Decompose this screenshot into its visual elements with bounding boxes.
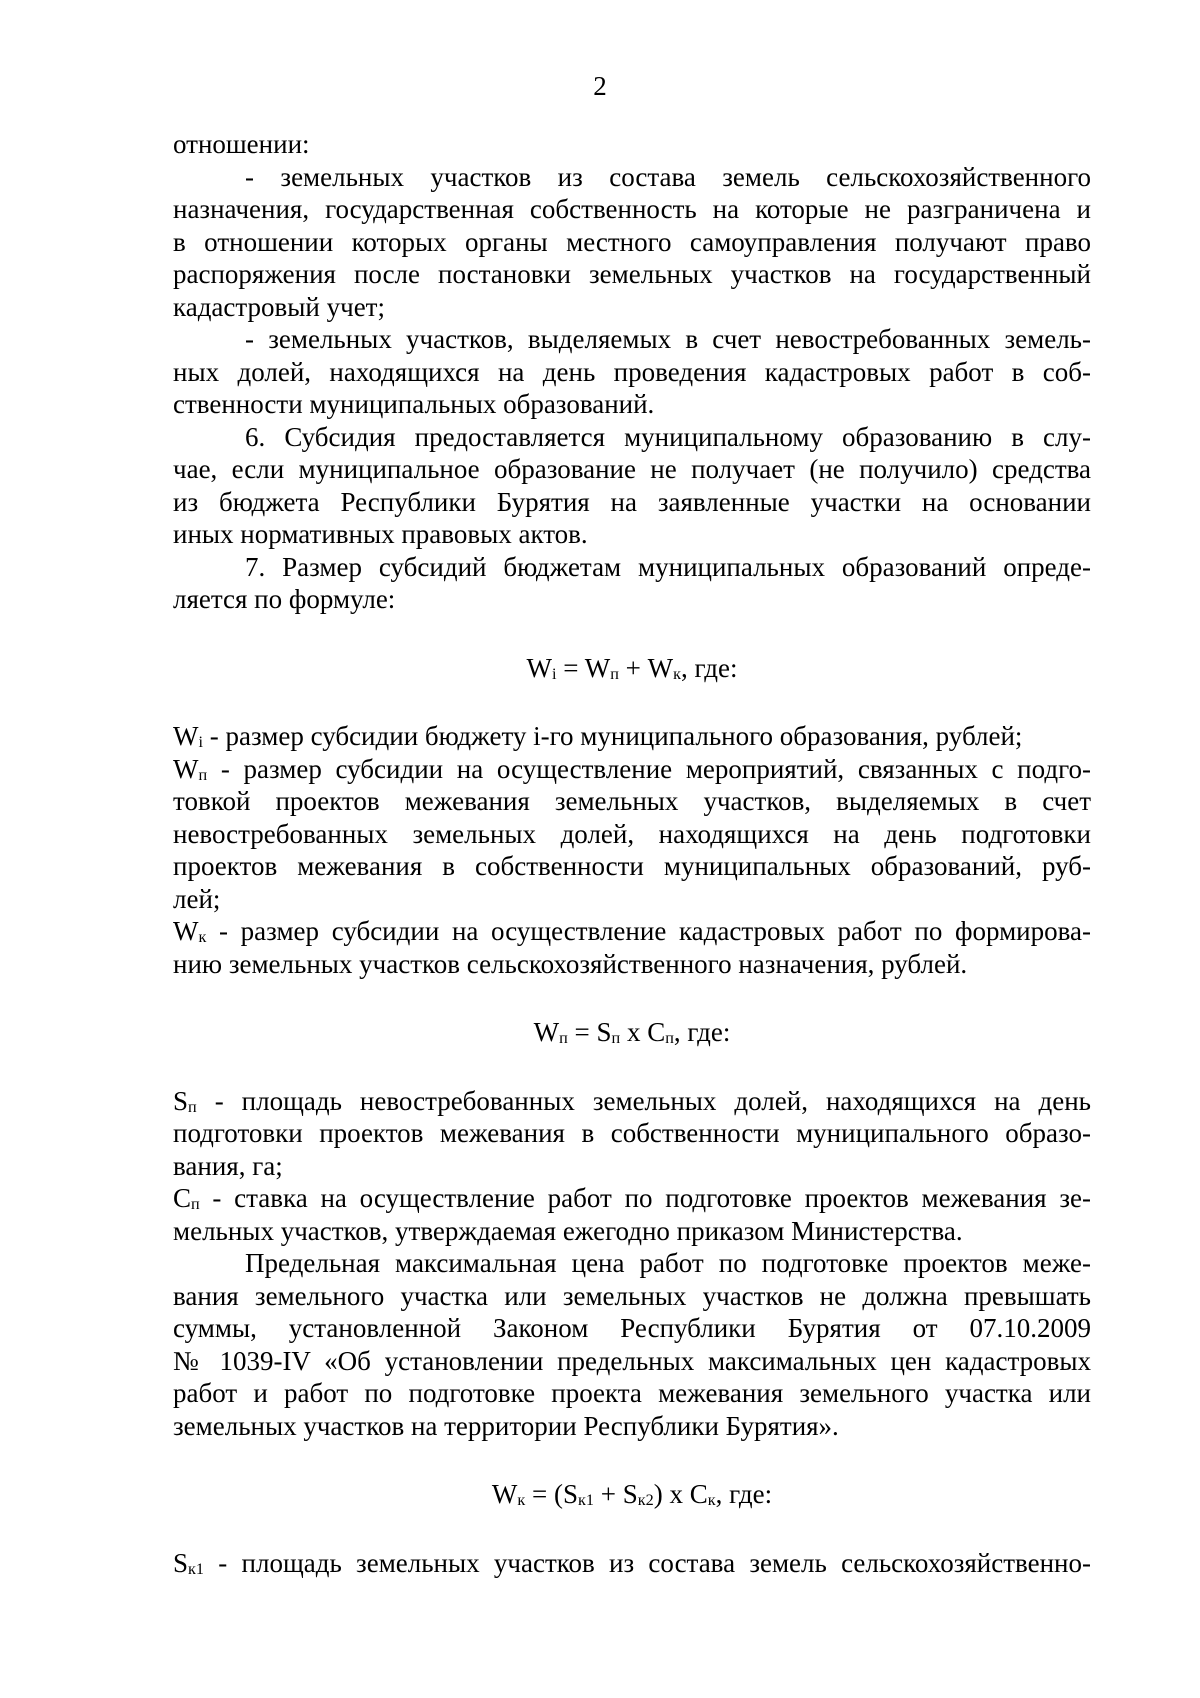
text-line: земельных участков на территории Республики Бурятия». — [173, 1410, 839, 1441]
text-line: № 1039-IV «Об установлении предельных максимальных цен кадастровых — [173, 1345, 1091, 1376]
text-line: Предельная максимальная цена работ по подготовке проектов меже- — [245, 1248, 1091, 1278]
definition-wp: $W_п$ - размер субсидии на осуществление мероприятий, связанных с подго- — [173, 753, 1091, 784]
text-line: назначения, государственная собственность на которые не разграничена и — [173, 194, 1091, 224]
definition-sp: $S_п$ - площадь невостребованных земельных долей, находящихся на день — [173, 1085, 1091, 1116]
text-line: распоряжения после постановки земельных участков на государственный — [173, 259, 1091, 289]
text-line: ственности муниципальных образований. — [173, 389, 655, 419]
text-line: 7. Размер субсидий бюджетам муниципальных образований опреде- — [245, 551, 1091, 582]
text-line: кадастровый учет; — [173, 291, 385, 322]
text-line: - земельных участков из состава земель сельскохозяйственного — [245, 161, 1091, 192]
text-line: 6. Субсидия предоставляется муниципальному образованию в слу- — [245, 421, 1091, 452]
text-line: ных долей, находящихся на день проведения кадастровых работ в соб- — [173, 356, 1091, 387]
text-line: проектов межевания в собственности муниципальных образований, руб- — [173, 851, 1091, 881]
text-line: из бюджета Республики Бурятия на заявленные участки на основании — [173, 486, 1091, 517]
text-line: вания, га; — [173, 1150, 283, 1181]
formula-wi: $W_i = W_п + W_к$, где: — [526, 652, 738, 683]
text-line: отношении: — [173, 129, 310, 159]
text-line: нию земельных участков сельскохозяйственного назначения, рублей. — [173, 948, 968, 979]
spacer — [173, 684, 1091, 720]
spacer — [173, 1442, 1091, 1478]
spacer — [173, 1511, 1091, 1547]
definition-wi: $W_i$ - размер субсидии бюджету i-го муниципального образования, рублей; — [173, 721, 1023, 751]
text-line: мельных участков, утверждаемая ежегодно приказом Министерства. — [173, 1215, 963, 1246]
text-line: в отношении которых органы местного самоуправления получают право — [173, 226, 1091, 257]
text-line: - земельных участков, выделяемых в счет невостребованных земель- — [245, 324, 1091, 354]
definition-cp: $C_п$ - ставка на осуществление работ по подготовке проектов межевания зе- — [173, 1183, 1091, 1213]
spacer — [173, 980, 1091, 1016]
text-line: работ и работ по подготовке проекта межевания земельного участка или — [173, 1378, 1091, 1408]
text-line: иных нормативных правовых актов. — [173, 519, 588, 549]
text-line: чае, если муниципальное образование не получает (не получило) средства — [173, 454, 1091, 484]
spacer — [173, 616, 1091, 652]
formula-wp: $W_п = S_п$ x $C_п$, где: — [533, 1017, 731, 1047]
page-number: 2 — [593, 71, 607, 101]
formula-wk: $W_к = (S_{к1} + S_{к2})$ x $C_к$, где: — [491, 1479, 773, 1509]
text-line: ляется по формуле: — [173, 584, 396, 614]
text-line: вания земельного участка или земельных участков не должна превышать — [173, 1280, 1091, 1311]
text-line: лей; — [173, 883, 221, 914]
spacer — [173, 1049, 1091, 1085]
definition-wk: $W_к$ - размер субсидии на осуществление кадастровых работ по формирова- — [173, 916, 1091, 946]
document-body — [173, 128, 1091, 1579]
text-line: подготовки проектов межевания в собственности муниципального образо- — [173, 1118, 1091, 1148]
text-line: невостребованных земельных долей, находящихся на день подготовки — [173, 818, 1091, 849]
text-line: товкой проектов межевания земельных участков, выделяемых в счет — [173, 786, 1091, 816]
text-line: суммы, установленной Законом Республики Бурятия от 07.10.2009 — [173, 1313, 1091, 1343]
definition-sk1: $S_{к1}$ - площадь земельных участков из состава земель сельскохозяйственно- — [173, 1547, 1091, 1578]
